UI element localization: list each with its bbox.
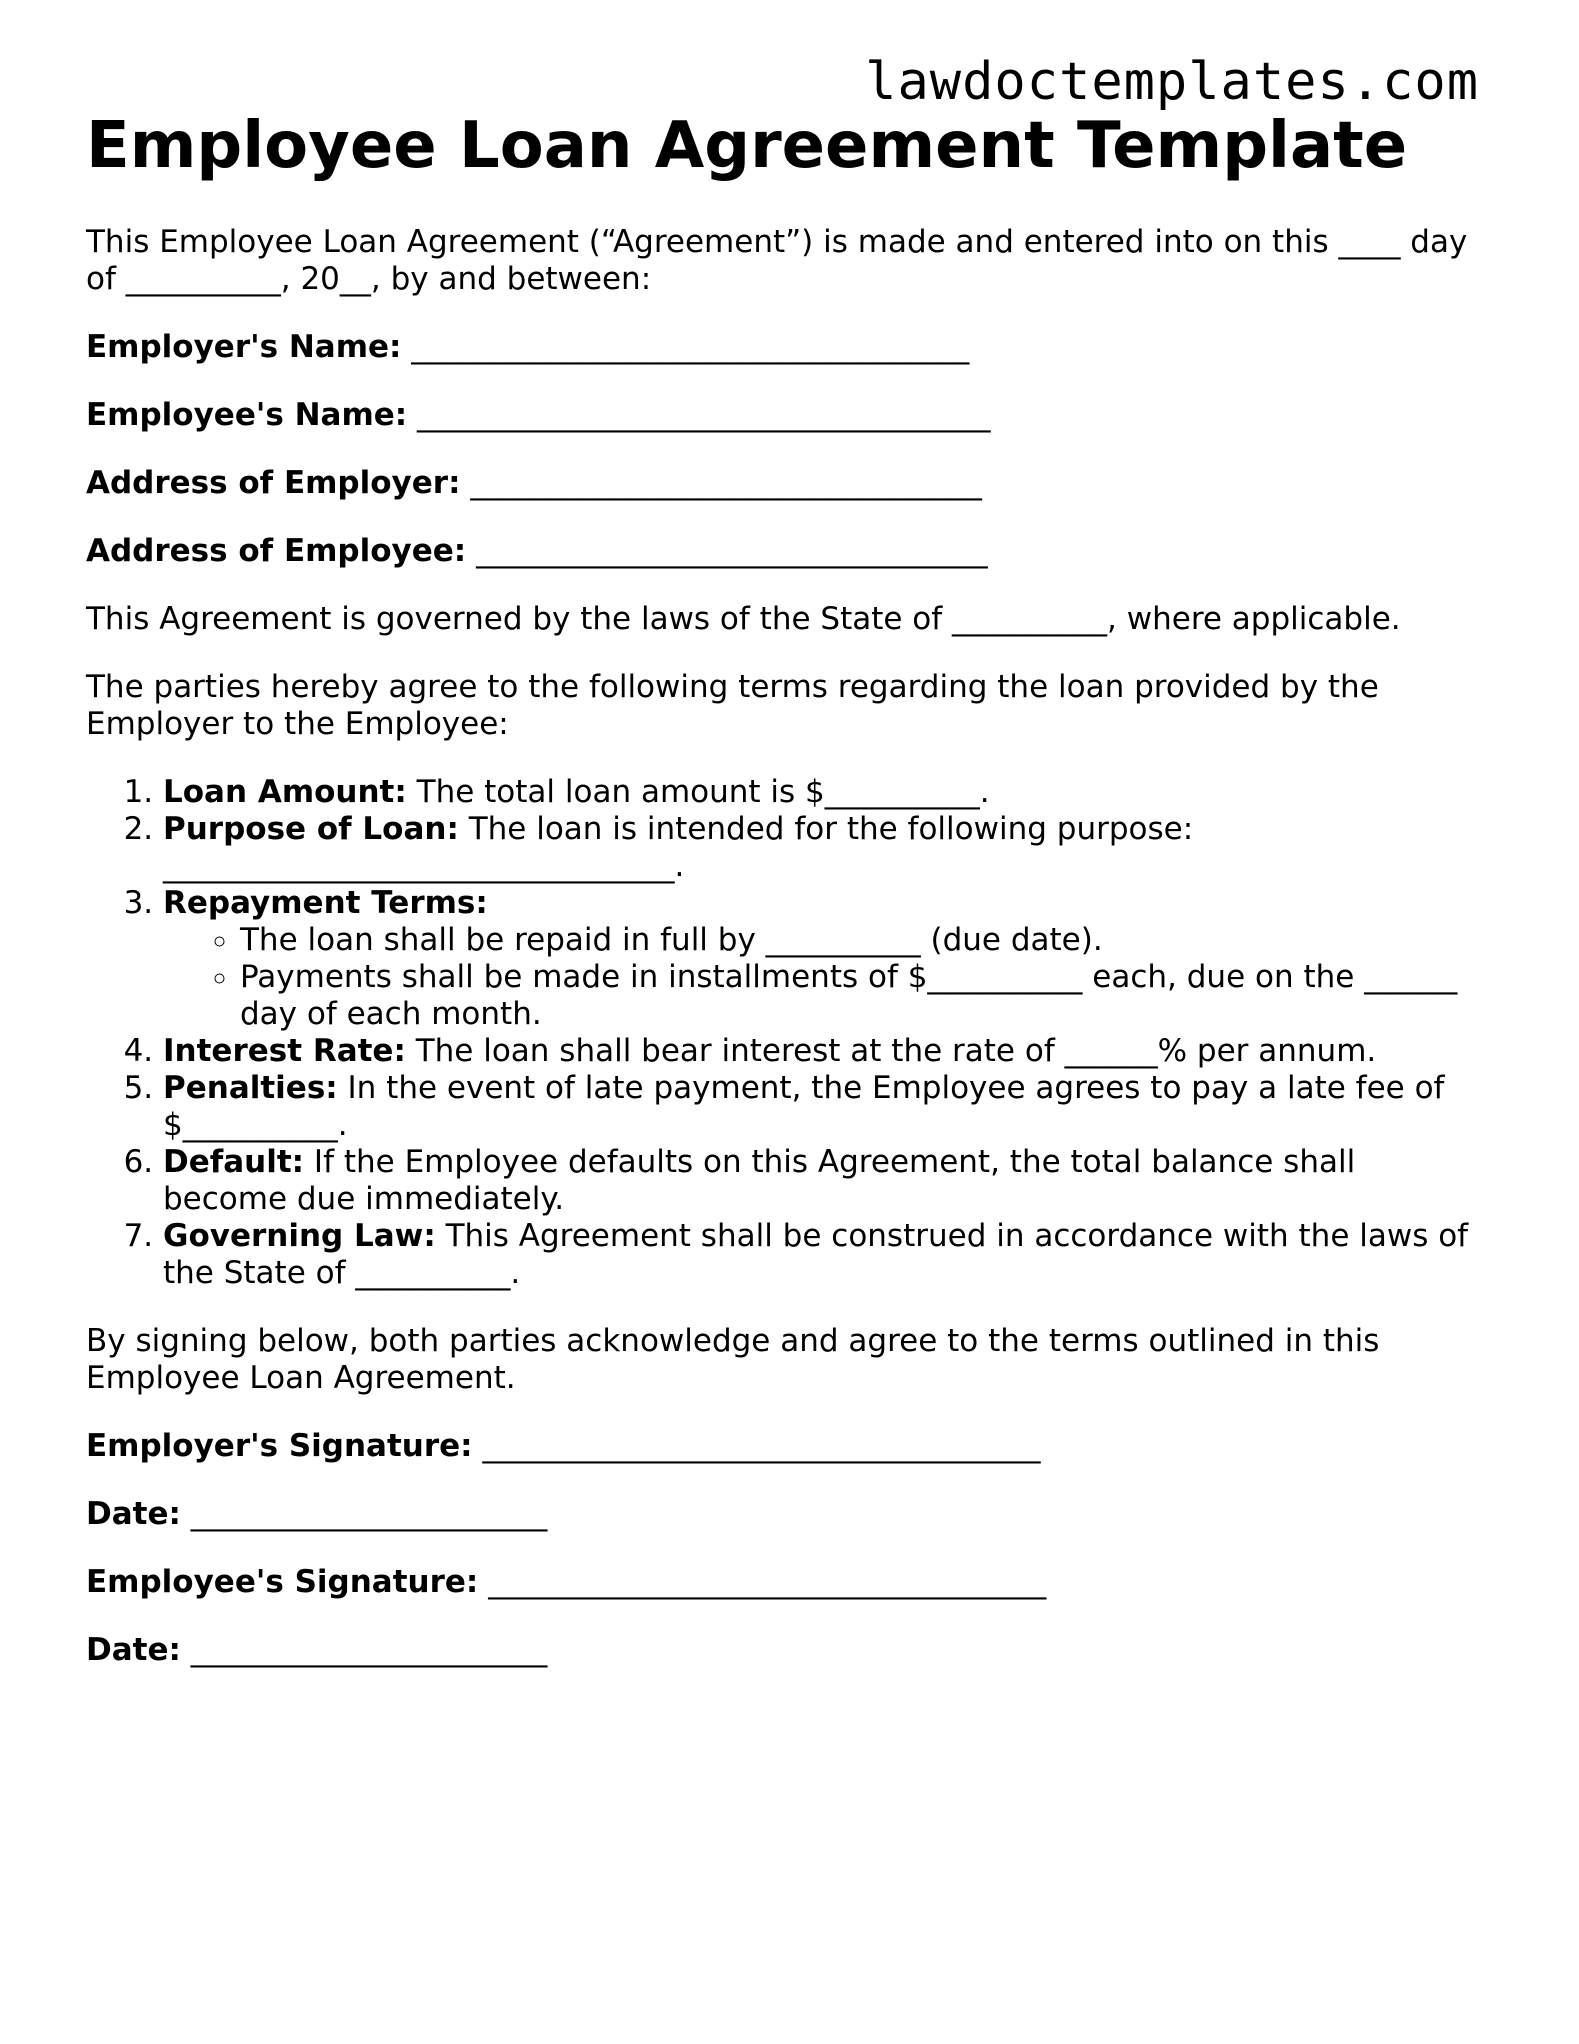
document-title: Employee Loan Agreement Template	[86, 109, 1408, 183]
term-label: Repayment Terms:	[163, 885, 488, 921]
repayment-item: ◦ The loan shall be repaid in full by __________ (due date).	[240, 922, 1486, 959]
field-label: Date:	[86, 1632, 181, 1668]
term-text: In the event of late payment, the Employee agrees to pay a late fee of $__________.	[163, 1070, 1445, 1143]
term-repayment	[163, 885, 1486, 1033]
employer-name-field	[86, 329, 1486, 366]
blank-line: ____________________________________	[488, 1564, 1047, 1600]
document-page	[86, 52, 1486, 1669]
term-label: Interest Rate:	[163, 1033, 406, 1069]
terms-list	[86, 774, 1486, 1292]
term-label: Default:	[163, 1144, 305, 1180]
watermark-text: lawdoctemplates.com	[865, 52, 1479, 112]
blank-line: _____________________________________	[417, 397, 991, 433]
blank-line: _______________________	[190, 1632, 548, 1668]
field-label: Employee's Signature:	[86, 1564, 479, 1600]
term-penalties	[163, 1070, 1486, 1144]
employee-date-field	[86, 1632, 1486, 1669]
blank-line: _________________________________	[470, 465, 982, 501]
term-default	[163, 1144, 1486, 1218]
field-label: Employer's Name:	[86, 329, 402, 365]
blank-line: _______________________	[190, 1496, 548, 1532]
term-label: Purpose of Loan:	[163, 811, 459, 847]
field-label: Employee's Name:	[86, 397, 408, 433]
repayment-sublist	[163, 922, 1486, 1033]
term-governing-law	[163, 1218, 1486, 1292]
preamble-paragraph: The parties hereby agree to the following terms regarding the loan provided by the Employer to the Employee:	[86, 669, 1379, 742]
term-label: Loan Amount:	[163, 774, 407, 810]
employer-signature-field	[86, 1428, 1486, 1465]
employee-address-field	[86, 533, 1486, 570]
closing-paragraph: By signing below, both parties acknowledge and agree to the terms outlined in this Employee Loan Agreement.	[86, 1323, 1380, 1396]
repayment-item: ◦ Payments shall be made in installments of $__________ each, due on the ______ day of each month.	[240, 959, 1486, 1033]
term-loan-amount	[163, 774, 1486, 811]
term-interest-rate	[163, 1033, 1486, 1070]
employee-name-field	[86, 397, 1486, 434]
employee-signature-field	[86, 1564, 1486, 1601]
field-label: Address of Employee:	[86, 533, 467, 569]
term-text: The total loan amount is $__________.	[406, 774, 990, 810]
field-label: Employer's Signature:	[86, 1428, 473, 1464]
employer-address-field	[86, 465, 1486, 502]
field-label: Address of Employer:	[86, 465, 461, 501]
term-text: This Agreement shall be construed in accordance with the laws of the State of __________.	[163, 1218, 1469, 1291]
governed-paragraph: This Agreement is governed by the laws of the State of __________, where applicable.	[86, 601, 1401, 637]
term-text: The loan shall bear interest at the rate of ______% per annum.	[405, 1033, 1377, 1069]
blank-line: ____________________________________	[482, 1428, 1041, 1464]
term-text: The loan is intended for the following purpose: _________________________________.	[163, 811, 1194, 884]
term-label: Governing Law:	[163, 1218, 436, 1254]
blank-line: _________________________________	[476, 533, 988, 569]
term-purpose	[163, 811, 1486, 885]
blank-line: ____________________________________	[411, 329, 970, 365]
signature-block	[86, 1428, 1486, 1669]
field-label: Date:	[86, 1496, 181, 1532]
intro-paragraph: This Employee Loan Agreement (“Agreement”) is made and entered into on this ____ day of __________, 20__, by and between:	[86, 224, 1468, 297]
employer-date-field	[86, 1496, 1486, 1533]
term-label: Penalties:	[163, 1070, 338, 1106]
term-text: If the Employee defaults on this Agreement, the total balance shall become due immediately.	[163, 1144, 1356, 1217]
